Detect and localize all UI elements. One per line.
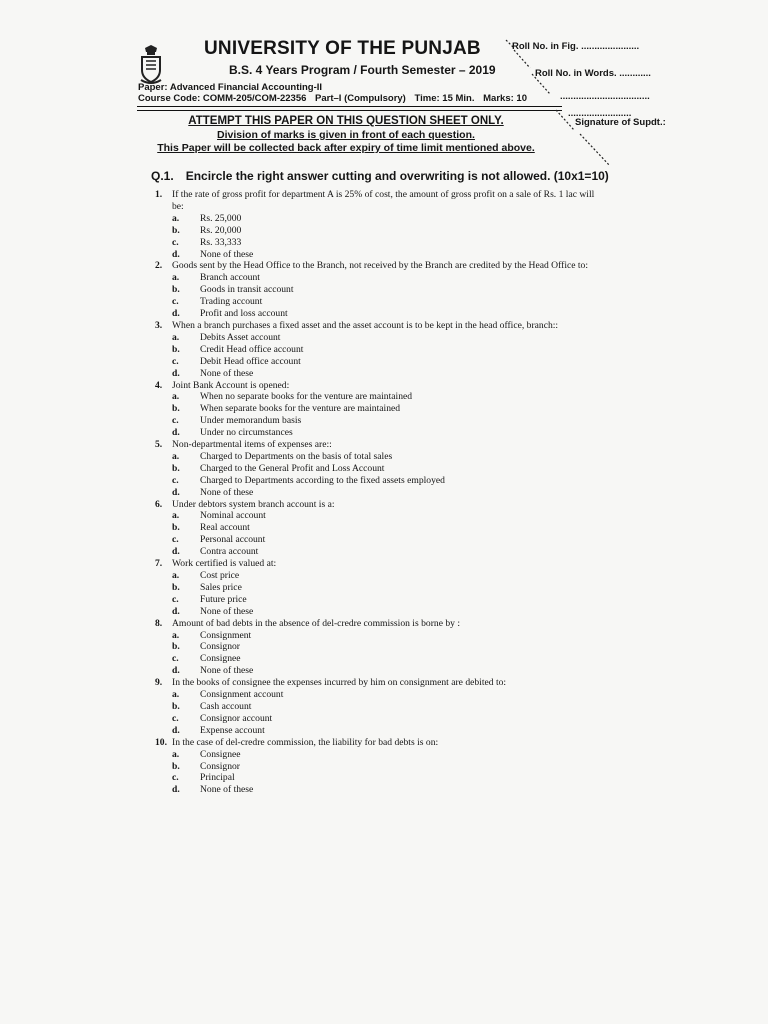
course-code: Course Code: COMM-205/COM-22356 [138,93,307,104]
mcq-option-text: None of these [200,486,254,498]
mcq-option-letter: d. [172,427,180,439]
mcq-option-letter: c. [172,236,179,248]
mcq-option-text: Profit and loss account [200,308,288,320]
time-allowed: Time: 15 Min. [414,93,475,104]
header-rule-bottom [137,110,562,111]
mcq-option-text: Goods in transit account [200,284,294,296]
instruction-line-2: Division of marks is given in front of each question. [217,129,475,141]
mcq-option-letter: b. [172,224,180,236]
mcq-option-letter: d. [172,605,180,617]
mcq-option-text: Debit Head office account [200,355,301,367]
mcq-option-text: Consignee [200,748,241,760]
mcq-option[interactable] [172,368,595,380]
mcq-option-letter: d. [172,724,180,736]
mcq-option-text: Real account [200,522,250,534]
mcq-question-text: Work certified is valued at: [172,558,277,570]
mcq-option[interactable] [172,463,595,475]
mcq-option-text: Consignment [200,629,252,641]
mcq-option-letter: a. [172,391,180,403]
mcq-option-text: None of these [200,665,254,677]
mcq-question-number: 6. [155,498,163,510]
mcq-option-text: Consignee [200,653,241,665]
mcq-question-text: When a branch purchases a fixed asset and the asset account is to be kept in the head office, branch:: [172,319,559,331]
mcq-question-number: 10. [155,736,167,748]
mcq-option-letter: a. [172,510,180,522]
mcq-option-letter: d. [172,248,180,260]
mcq-question-number: 5. [155,439,163,451]
mcq-option[interactable] [172,451,595,463]
mcq-option-letter: c. [172,474,179,486]
mcq-question [155,618,595,678]
mcq-option-letter: b. [172,760,180,772]
mcq-option-text: Consignment account [200,689,284,701]
mcq-option-letter: d. [172,546,180,558]
mcq-option-text: Rs. 20,000 [200,224,242,236]
mcq-option-text: Credit Head office account [200,343,304,355]
mcq-option[interactable] [172,772,595,784]
mcq-option[interactable] [172,522,595,534]
mcq-question-number: 8. [155,617,163,629]
mcq-option-text: Rs. 33,333 [200,236,242,248]
mcq-list [155,189,595,796]
mcq-option[interactable] [172,284,595,296]
mcq-option-letter: b. [172,641,180,653]
mcq-option-text: None of these [200,605,254,617]
mcq-question-text: Non-departmental items of expenses are:: [172,439,332,451]
paper-title: Paper: Advanced Financial Accounting-II [138,82,323,93]
mcq-option[interactable] [172,582,595,594]
mcq-option-letter: c. [172,593,179,605]
mcq-option[interactable] [172,237,595,249]
mcq-option-letter: a. [172,689,180,701]
mcq-option-letter: b. [172,581,180,593]
mcq-option-letter: d. [172,308,180,320]
mcq-option-text: None of these [200,784,254,796]
mcq-option-letter: c. [172,653,179,665]
mcq-option-text: Consignor account [200,712,273,724]
mcq-question-text: Goods sent by the Head Office to the Branch, not received by the Branch are credited by the Head Office to: [172,260,589,272]
mcq-option-letter: a. [172,629,180,641]
mcq-option[interactable] [172,213,595,225]
mcq-option[interactable] [172,344,595,356]
mcq-option[interactable] [172,725,595,737]
mcq-option-letter: d. [172,784,180,796]
mcq-option-text: Charged to the General Profit and Loss Account [200,462,385,474]
mcq-question [155,499,595,559]
course-info [138,93,533,104]
mcq-option-text: Consignor [200,760,240,772]
mcq-option-text: Debits Asset account [200,331,281,343]
mcq-option[interactable] [172,713,595,725]
mcq-option[interactable] [172,570,595,582]
university-title: UNIVERSITY OF THE PUNJAB [204,38,481,59]
mcq-option-letter: c. [172,355,179,367]
question-heading-text: Encircle the right answer cutting and overwriting is not allowed. (10x1=10) [185,169,609,183]
mcq-option-letter: a. [172,570,180,581]
mcq-option-text: Under memorandum basis [200,415,302,427]
roll-number-words: Roll No. in Words. ............ [535,68,651,79]
mcq-question-text: Amount of bad debts in the absence of del-credre commission is borne by : [172,617,461,629]
mcq-option[interactable] [172,487,595,499]
mcq-option-text: Sales price [200,581,242,593]
mcq-question [155,260,595,320]
mcq-question-text: If the rate of gross profit for department A is 25% of cost, the amount of gross profit on a sale of Rs. 1 lac will be: [172,189,595,212]
mcq-question [155,320,595,380]
roll-number-figures: Roll No. in Fig. ...................... [512,41,640,52]
mcq-option-text: Cash account [200,700,252,712]
mcq-option-text: Principal [200,772,235,784]
mcq-option-text: Expense account [200,724,265,736]
mcq-question [155,189,595,260]
mcq-option-letter: a. [172,272,180,284]
mcq-option-text: None of these [200,367,254,379]
mcq-option-letter: a. [172,331,180,343]
mcq-option[interactable] [172,665,595,677]
mcq-option-letter: c. [172,415,179,427]
mcq-option-letter: b. [172,343,180,355]
total-marks: Marks: 10 [483,93,527,104]
mcq-option[interactable] [172,356,595,368]
signature-supdt-label: Signature of Supdt.: [575,117,666,128]
mcq-option[interactable] [172,546,595,558]
mcq-option-text: Future price [200,593,247,605]
mcq-option-letter: d. [172,665,180,677]
mcq-option[interactable] [172,272,595,284]
mcq-option[interactable] [172,332,595,344]
mcq-option-letter: c. [172,296,179,308]
mcq-question-text: Under debtors system branch account is a: [172,498,335,510]
mcq-option[interactable] [172,249,595,261]
mcq-option-letter: a. [172,450,180,462]
mcq-option-letter: d. [172,367,180,379]
mcq-question [155,380,595,440]
mcq-question-number: 9. [155,677,163,689]
mcq-option-text: Nominal account [200,510,266,522]
header-rule-top [137,106,562,107]
mcq-question-text: Joint Bank Account is opened: [172,379,290,391]
mcq-option[interactable] [172,701,595,713]
mcq-question [155,439,595,499]
mcq-option[interactable] [172,403,595,415]
mcq-question-text: In the books of consignee the expenses incurred by him on consignment are debited to: [172,677,507,689]
mcq-option[interactable] [172,475,595,487]
mcq-question-number: 4. [155,379,163,391]
instruction-line-3: This Paper will be collected back after expiry of time limit mentioned above. [157,142,535,154]
mcq-option[interactable] [172,749,595,761]
mcq-option-letter: c. [172,772,179,784]
mcq-option[interactable] [172,606,595,618]
mcq-option[interactable] [172,296,595,308]
mcq-option-text: None of these [200,248,254,260]
mcq-option-letter: b. [172,522,180,534]
mcq-option[interactable] [172,641,595,653]
mcq-option-text: Cost price [200,570,240,581]
mcq-option[interactable] [172,510,595,522]
mcq-option[interactable] [172,391,595,403]
mcq-option-text: Branch account [200,272,260,284]
program-line: B.S. 4 Years Program / Fourth Semester – 2019 [229,63,496,77]
mcq-option-text: When separate books for the venture are maintained [200,403,401,415]
mcq-option-letter: b. [172,700,180,712]
mcq-option[interactable] [172,784,595,796]
mcq-option-text: When no separate books for the venture are maintained [200,391,413,403]
mcq-option-letter: c. [172,712,179,724]
mcq-option-text: Contra account [200,546,259,558]
mcq-option[interactable] [172,594,595,606]
mcq-option-text: Trading account [200,296,263,308]
mcq-question [155,737,595,797]
mcq-option[interactable] [172,653,595,665]
mcq-option[interactable] [172,427,595,439]
mcq-option-text: Consignor [200,641,240,653]
question-heading [151,169,609,183]
mcq-question-number: 3. [155,319,163,331]
mcq-option-text: Charged to Departments on the basis of total sales [200,450,393,462]
roll-number-dots: .................................. [560,91,650,102]
mcq-option-letter: b. [172,462,180,474]
mcq-question-number: 1. [155,189,163,200]
mcq-option[interactable] [172,689,595,701]
mcq-option-letter: d. [172,486,180,498]
mcq-option[interactable] [172,761,595,773]
university-crest-logo [139,44,163,86]
mcq-option-letter: a. [172,748,180,760]
mcq-option[interactable] [172,630,595,642]
question-heading-number: Q.1. [151,169,174,183]
mcq-option-text: Personal account [200,534,266,546]
mcq-option-letter: c. [172,534,179,546]
paper-part: Part–I (Compulsory) [315,93,406,104]
mcq-option-letter: a. [172,212,180,224]
mcq-option[interactable] [172,308,595,320]
mcq-option[interactable] [172,534,595,546]
mcq-option-letter: b. [172,284,180,296]
mcq-option-letter: b. [172,403,180,415]
mcq-option-text: Under no circumstances [200,427,293,439]
mcq-question [155,677,595,737]
mcq-option[interactable] [172,415,595,427]
mcq-question-text: In the case of del-credre commission, the liability for bad debts is on: [172,736,439,748]
mcq-option-text: Charged to Departments according to the fixed assets employed [200,474,445,486]
instruction-line-1: ATTEMPT THIS PAPER ON THIS QUESTION SHEET ONLY. [188,115,504,127]
mcq-option-text: Rs. 25,000 [200,212,242,224]
signature-dots: ........................ [568,108,632,119]
mcq-question [155,558,595,618]
mcq-question-number: 2. [155,260,163,272]
mcq-option[interactable] [172,225,595,237]
mcq-question-number: 7. [155,558,163,570]
